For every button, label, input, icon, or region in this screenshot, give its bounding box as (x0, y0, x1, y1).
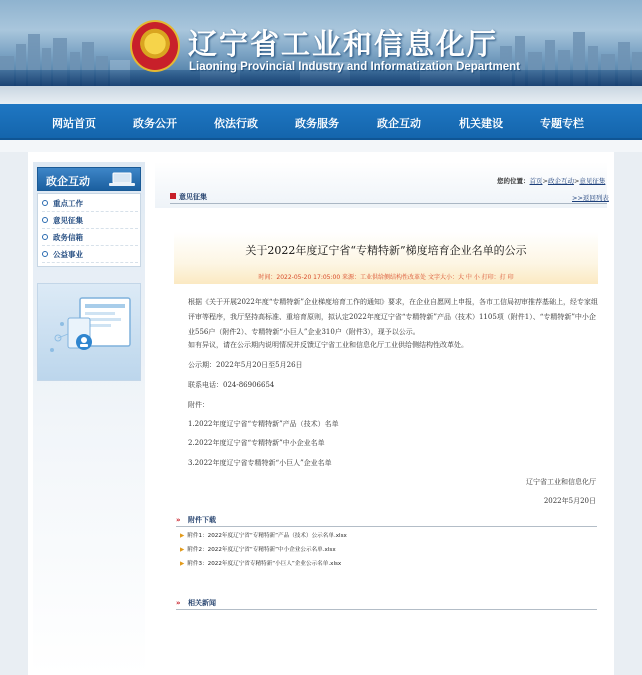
download-link-3[interactable]: ▶ 附件3：2022年度辽宁省专精特新“小巨人”企业公示名单.xlsx (180, 561, 342, 567)
nav-item-services[interactable]: 政务服务 (295, 117, 339, 130)
national-emblem-icon: ★ (130, 20, 180, 72)
related-news-heading (176, 598, 597, 610)
sidebar-item-label: 政务信箱 (53, 233, 83, 242)
article-paragraph-2: 如有异议，请在公示期内说明情况并反馈辽宁省工业和信息化厅工业供给侧结构性改革处。 (188, 341, 468, 349)
site-subtitle: Liaoning Provincial Industry and Informatization Department (189, 61, 520, 73)
site-title: 辽宁省工业和信息化厅 (188, 27, 499, 61)
nav-item-topics[interactable]: 专题专栏 (540, 117, 584, 130)
bullet-arrow-icon: ▶ (180, 533, 185, 539)
breadcrumb-interaction[interactable]: 政企互动 (547, 177, 574, 185)
sidebar-item-label: 意见征集 (53, 216, 83, 225)
nav-item-organ[interactable]: 机关建设 (459, 117, 503, 130)
circle-bullet-icon (42, 251, 48, 257)
download-link-1[interactable]: ▶ 附件1：2022年度辽宁省“专精特新”产品（技术）公示名单.xlsx (180, 533, 347, 539)
article-meta: 时间：2022-05-20 17:05:00 来源：工业供给侧结构性改革处 文字大小：大 中 小 打印：打 印 (258, 274, 514, 281)
section-title: 意见征集 (179, 193, 207, 201)
section-square-icon (170, 193, 176, 199)
breadcrumb: 您的位置：首页>政企互动>意见征集 (497, 177, 606, 185)
article-phone: 联系电话：024-86906654 (188, 381, 275, 389)
article-paragraph-1: 根据《关于开展2022年度“专精特新”企业梯度培育工作的通知》要求，在企业自愿网上申报，各市工信局初审推荐基础上，经专家组评审等程序，我厅坚持高标准、重培育原则，拟认定2022年度辽宁省“专精特新”产品（技术）1105项（附件1）、“专精特新”中小企业556户（附件2）、专精特新“小巨人”企业310户（附件3），现予以公示。 (188, 298, 598, 336)
article-period: 公示期：2022年5月20日至5月26日 (188, 361, 303, 369)
article-attachment-2: 2.2022年度辽宁省“专精特新”中小企业名单 (188, 439, 325, 447)
sidebar-item-mailbox[interactable] (42, 230, 138, 246)
nav-item-home[interactable]: 网站首页 (52, 117, 96, 130)
nav-spacer (0, 140, 642, 152)
breadcrumb-label: 您的位置： (497, 177, 530, 185)
sidebar-menu (37, 193, 141, 267)
circle-bullet-icon (42, 200, 48, 206)
downloads-title: 附件下载 (188, 516, 216, 524)
sidebar-item-public-welfare[interactable] (42, 247, 138, 263)
article-date: 2022年5月20日 (543, 497, 596, 505)
breadcrumb-opinion[interactable]: 意见征集 (579, 177, 606, 185)
back-to-list-link[interactable]: >>返回列表 (572, 194, 609, 202)
downloads-heading (176, 515, 597, 527)
nav-item-gov-affairs-open[interactable]: 政务公开 (133, 117, 177, 130)
sidebar-item-label: 重点工作 (53, 199, 83, 208)
bullet-arrow-icon: ▶ (180, 561, 185, 567)
sidebar-title: 政企互动 (46, 175, 90, 188)
laptop-icon (108, 172, 136, 187)
nav-item-law[interactable]: 依法行政 (214, 117, 258, 130)
circle-bullet-icon (42, 217, 48, 223)
breadcrumb-home[interactable]: 首页 (529, 177, 543, 185)
header-strip (0, 86, 642, 104)
section-heading (170, 192, 607, 204)
sidebar-item-label: 公益事业 (53, 250, 83, 259)
nav-item-interaction[interactable]: 政企互动 (377, 117, 421, 130)
article-signature: 辽宁省工业和信息化厅 (526, 478, 596, 486)
header-banner (0, 0, 642, 86)
sidebar-item-opinion[interactable] (42, 213, 138, 229)
article-attachment-3: 3.2022年度辽宁省专精特新“小巨人”企业名单 (188, 459, 332, 467)
download-link-2[interactable]: ▶ 附件2：2022年度辽宁省“专精特新”中小企业公示名单.xlsx (180, 547, 336, 553)
article-attach-label: 附件： (188, 401, 209, 409)
related-news-title: 相关新闻 (188, 599, 216, 607)
article-attachment-1: 1.2022年度辽宁省“专精特新”产品（技术）名单 (188, 420, 339, 428)
sidebar-header (37, 167, 141, 191)
circle-bullet-icon (42, 234, 48, 240)
double-arrow-icon: » (176, 516, 181, 524)
bullet-arrow-icon: ▶ (180, 547, 185, 553)
sidebar-illustration (37, 283, 141, 381)
main-nav (0, 104, 642, 140)
sidebar-item-key-work[interactable] (42, 196, 138, 212)
article-title: 关于2022年度辽宁省“专精特新”梯度培育企业名单的公示 (245, 244, 527, 257)
double-arrow-icon: » (176, 599, 181, 607)
